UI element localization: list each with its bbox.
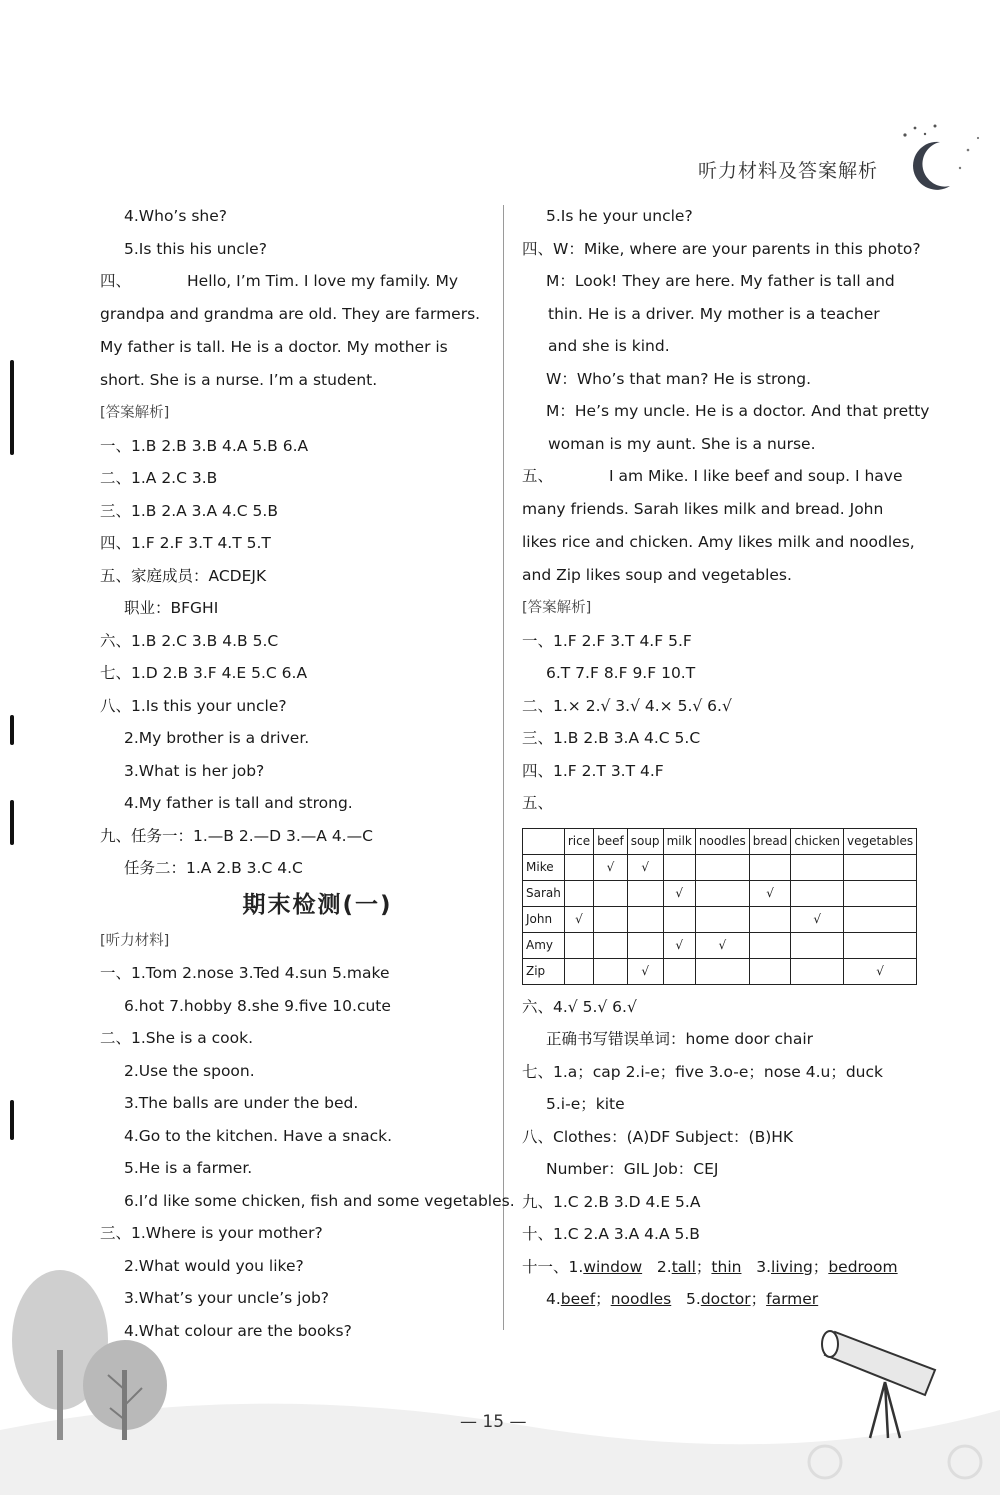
answer-eleven-label: 十一、 (522, 1257, 569, 1276)
table-header-cell: milk (663, 828, 695, 854)
dialogue-line: 四、W：Mike, where are your parents in this photo? (522, 239, 921, 258)
right-bottom-line: 正确书写错误单词：home door chair (546, 1030, 813, 1048)
left-listening-line: 一、1.Tom 2.nose 3.Ted 4.sun 5.make (100, 964, 390, 982)
left-answers-line: 九、任务一：1.—B 2.—D 3.—A 4.—C (100, 826, 373, 845)
table-cell (791, 854, 844, 880)
passage-four-label: 四、 (100, 272, 132, 290)
table-cell (663, 906, 695, 932)
table-cell: √ (564, 906, 593, 932)
left-listening-line: 5.He is a farmer. (124, 1159, 253, 1177)
table-header-cell: noodles (695, 828, 749, 854)
table-header-cell: chicken (791, 828, 844, 854)
table-cell (844, 906, 917, 932)
right-column (522, 200, 930, 1316)
table-cell: √ (663, 932, 695, 958)
left-answers-line: 一、1.B 2.B 3.B 4.A 5.B 6.A (100, 436, 309, 455)
right-bottom-line: Number：GIL Job：CEJ (546, 1160, 719, 1178)
passage-five-label: 五、 (522, 467, 554, 485)
table-row-header: Mike (523, 854, 565, 880)
table-cell (627, 932, 663, 958)
left-listening-line: 4.What colour are the books? (124, 1321, 352, 1340)
scan-edge-mark (10, 1100, 14, 1140)
tree-decoration (0, 1270, 320, 1440)
right-answers-line: 四、1.F 2.T 3.T 4.F (522, 761, 664, 780)
answer-word: farmer (766, 1290, 819, 1308)
table-header-cell: bread (749, 828, 791, 854)
answer-word: noodles (610, 1290, 672, 1308)
passage-four (100, 265, 495, 397)
table-cell: √ (695, 932, 749, 958)
left-answers-line: 六、1.B 2.C 3.B 4.B 5.C (100, 631, 279, 650)
answer-number: ； (595, 1290, 611, 1308)
scan-edge-mark (10, 360, 14, 455)
column-divider (503, 205, 504, 1330)
left-listening-line: 3.What’s your uncle’s job? (124, 1289, 330, 1307)
left-listening-line: 6.I’d like some chicken, fish and some vegetables. (124, 1191, 515, 1210)
right-bottom-line: 六、4.√ 5.√ 6.√ (522, 997, 637, 1016)
table-cell: √ (594, 854, 628, 880)
answer-number: 3. (741, 1257, 772, 1276)
answer-word: thin (711, 1257, 742, 1276)
answer-number: 4. (546, 1290, 561, 1308)
table-cell (749, 854, 791, 880)
table-cell (594, 906, 628, 932)
table-row (523, 854, 917, 880)
table-cell (564, 932, 593, 958)
page-number: — 15 — (460, 1412, 527, 1432)
table-cell (594, 958, 628, 984)
answer-word: doctor (700, 1290, 751, 1308)
table-row (523, 906, 917, 932)
scan-edge-mark (10, 715, 14, 745)
left-answers-line: 七、1.D 2.B 3.F 4.E 5.C 6.A (100, 664, 308, 682)
table-row-header: John (523, 906, 565, 932)
table-cell (564, 958, 593, 984)
right-answers-line: 三、1.B 2.B 3.A 4.C 5.C (522, 729, 701, 747)
table-cell (594, 880, 628, 906)
dialogue-line: thin. He is a driver. My mother is a teacher (548, 304, 880, 323)
left-answers-line: 八、1.Is this your uncle? (100, 696, 287, 715)
table-header-cell: rice (564, 828, 593, 854)
table-row (523, 880, 917, 906)
table-header-cell (523, 828, 565, 854)
left-listening-line: 3.The balls are under the bed. (124, 1094, 359, 1112)
right-top-line: 5.Is he your uncle? (546, 207, 693, 225)
right-bottom-line: 七、1.a；cap 2.i-e；five 3.o-e；nose 4.u；duck (522, 1062, 884, 1081)
table-cell (791, 932, 844, 958)
table-cell: √ (791, 906, 844, 932)
header-title: 听力材料及答案解析 (698, 160, 879, 182)
answer-number: ； (812, 1257, 829, 1276)
table-cell: √ (844, 958, 917, 984)
table-cell (695, 906, 749, 932)
table-row (523, 932, 917, 958)
answer-number: ； (750, 1290, 767, 1308)
left-answers-line: 三、1.B 2.A 3.A 4.C 5.B (100, 501, 278, 520)
table-cell (695, 958, 749, 984)
table-cell (695, 880, 749, 906)
table-cell: √ (749, 880, 791, 906)
right-bottom-line: 九、1.C 2.B 3.D 4.E 5.A (522, 1192, 701, 1211)
table-cell: √ (663, 880, 695, 906)
table-cell (844, 932, 917, 958)
left-listening-line: 2.What would you like? (124, 1256, 304, 1275)
left-lines-line: 5.Is this his uncle? (124, 239, 267, 258)
table-cell (663, 958, 695, 984)
food-preference-table (522, 828, 917, 985)
moon-stars-icon (880, 120, 990, 200)
answer-number: 1. (568, 1257, 584, 1276)
dialogue-line: and she is kind. (548, 337, 670, 355)
table-cell (594, 932, 628, 958)
table-row (523, 958, 917, 984)
table-cell: √ (627, 958, 663, 984)
left-answers-line: 四、1.F 2.F 3.T 4.T 5.T (100, 534, 271, 552)
table-cell (627, 906, 663, 932)
answer-word: beef (560, 1290, 596, 1308)
right-answers-line: 6.T 7.F 8.F 9.F 10.T (546, 664, 696, 682)
left-lines-line: 4.Who’s she? (124, 207, 228, 225)
answer-word: window (583, 1257, 643, 1276)
left-column (100, 200, 515, 1347)
table-cell (663, 854, 695, 880)
table-cell (695, 854, 749, 880)
left-listening-line: 二、1.She is a cook. (100, 1029, 254, 1047)
table-cell (749, 932, 791, 958)
table-cell (791, 880, 844, 906)
left-listening-line: 2.Use the spoon. (124, 1061, 255, 1080)
dialogue-line: W：Who’s that man? He is strong. (546, 369, 812, 388)
table-cell (844, 880, 917, 906)
telescope-icon (810, 1320, 990, 1440)
answer-number: ； (695, 1257, 712, 1276)
answer-word: living (771, 1257, 813, 1276)
dialogue-line: woman is my aunt. She is a nurse. (548, 434, 816, 453)
table-header-cell: vegetables (844, 828, 917, 854)
answer-number: 5. (671, 1290, 701, 1308)
table-row-header: Sarah (523, 880, 565, 906)
right-answers-line: 二、1.× 2.√ 3.√ 4.× 5.√ 6.√ (522, 696, 732, 715)
passage-four-text: Hello, I’m Tim. I love my family. My grandpa and grandma are old. They are farmers. My father is tall. He is a doctor. My mother is short. She is a nurse. I’m a student. (100, 272, 481, 389)
right-bottom-line: 十、1.C 2.A 3.A 4.A 5.B (522, 1225, 700, 1243)
right-bottom-line: 5.i-e；kite (546, 1095, 625, 1113)
left-answers-line: 任务二：1.A 2.B 3.C 4.C (124, 859, 303, 877)
left-answers-line: 4.My father is tall and strong. (124, 794, 353, 812)
dialogue-line: M：Look! They are here. My father is tall and (546, 272, 895, 290)
left-answers-line: 二、1.A 2.C 3.B (100, 469, 218, 487)
dialogue-line: M：He’s my uncle. He is a doctor. And that pretty (546, 402, 930, 420)
answers-label: [答案解析] (100, 405, 170, 421)
table-cell (564, 854, 593, 880)
right-answers-line: 一、1.F 2.F 3.T 4.F 5.F (522, 631, 692, 650)
table-cell (564, 880, 593, 906)
table-header-cell: beef (594, 828, 628, 854)
table-cell: √ (627, 854, 663, 880)
table-header-cell: soup (627, 828, 663, 854)
answer-number: 2. (642, 1257, 672, 1276)
answer-eleven-line2 (522, 1283, 922, 1316)
table-row-header: Zip (523, 958, 565, 984)
listening-label: [听力材料] (100, 932, 170, 949)
answer-eleven-line1 (522, 1251, 922, 1284)
right-answers-line: 五、 (522, 794, 554, 812)
exam-title: 期末检测(一) (242, 891, 393, 918)
watermark-logo (800, 1440, 990, 1485)
left-answers-line: 职业：BFGHI (124, 599, 219, 617)
answer-word: bedroom (828, 1257, 898, 1276)
right-bottom-line: 八、Clothes：(A)DF Subject：(B)HK (522, 1127, 794, 1146)
answers-label-right: [答案解析] (522, 600, 592, 616)
answer-word: tall (671, 1257, 696, 1276)
left-listening-line: 4.Go to the kitchen. Have a snack. (124, 1126, 393, 1145)
left-listening-line: 三、1.Where is your mother? (100, 1224, 323, 1242)
passage-five-text: I am Mike. I like beef and soup. I have many friends. Sarah likes milk and bread. John likes rice and chicken. Amy likes milk and noodles, and Zip likes soup and vegetables. (522, 467, 915, 584)
table-cell (749, 958, 791, 984)
table-cell (749, 906, 791, 932)
scan-edge-mark (10, 800, 14, 845)
table-cell (627, 880, 663, 906)
table-cell (844, 854, 917, 880)
table-cell (791, 958, 844, 984)
left-listening-line: 6.hot 7.hobby 8.she 9.five 10.cute (124, 996, 391, 1015)
left-answers-line: 五、家庭成员：ACDEJK (100, 566, 267, 585)
left-answers-line: 3.What is her job? (124, 761, 265, 780)
table-row-header: Amy (523, 932, 565, 958)
passage-five (522, 460, 922, 592)
left-answers-line: 2.My brother is a driver. (124, 729, 310, 747)
